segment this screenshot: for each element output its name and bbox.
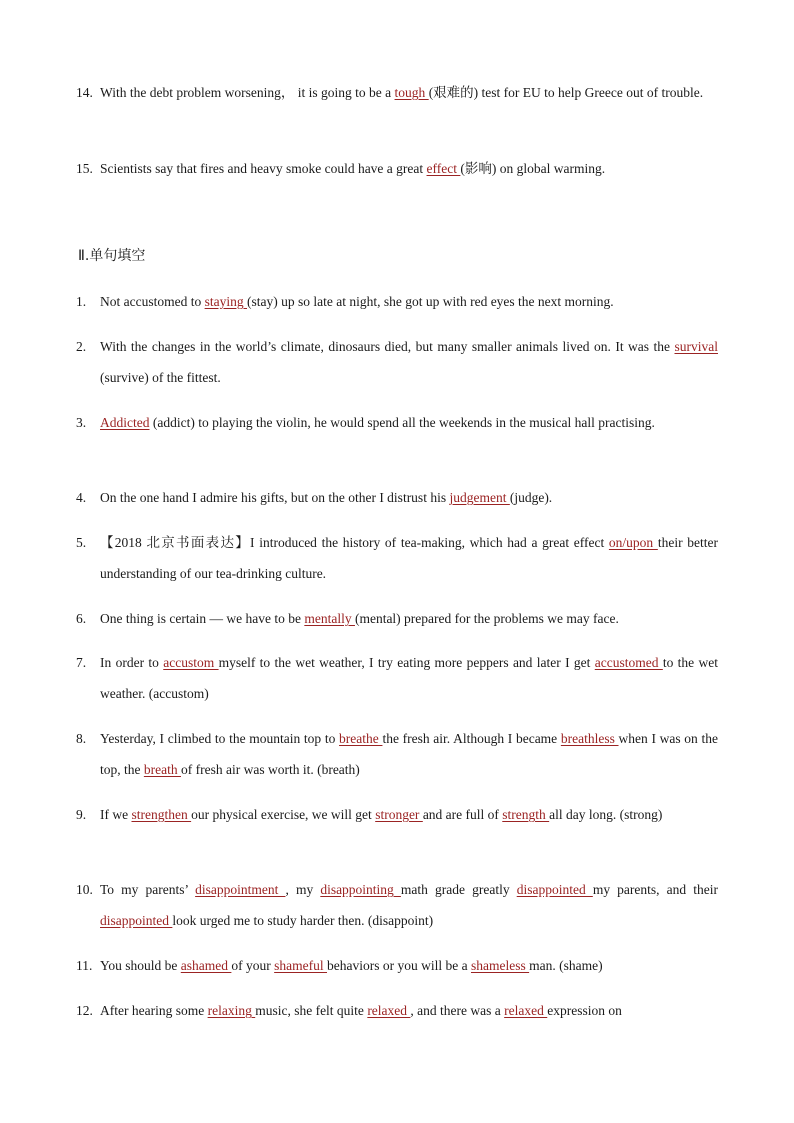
answer-text: disappointment <box>195 882 286 897</box>
sentence-text: math grade greatly <box>400 882 517 897</box>
question-text <box>100 799 718 830</box>
answer-text: on/upon <box>608 535 658 550</box>
answer-text: survival <box>674 339 718 354</box>
sentence-text: (艰难的) test for EU to help Greece out of trouble. <box>428 85 704 100</box>
sentence-text: all day long. (strong) <box>549 807 663 822</box>
question-9 <box>76 799 718 830</box>
sentence-text: my parents, and their <box>592 882 718 897</box>
sentence-text: (addict) to playing the violin, he would spend all the weekends in the musical hall practising. <box>149 415 655 430</box>
sentence-text: If we <box>100 807 132 822</box>
question-text <box>100 723 718 785</box>
answer-text: breath <box>143 762 181 777</box>
answer-text: shameless <box>470 958 530 973</box>
question-2 <box>76 331 718 393</box>
question-15 <box>76 153 718 184</box>
answer-text: mentally <box>304 611 355 626</box>
answer-text: tough <box>394 85 429 100</box>
sentence-text: , my <box>285 882 321 897</box>
sentence-text: Not accustomed to <box>100 294 205 309</box>
sentence-text: their better understanding of our tea-drinking culture. <box>100 535 718 581</box>
question-text <box>100 874 718 936</box>
answer-text: accustom <box>163 655 219 670</box>
sentence-text: and are full of <box>422 807 503 822</box>
sentence-text: our physical exercise, we will get <box>191 807 376 822</box>
sentence-text: (影响) on global warming. <box>460 161 606 176</box>
answer-text: effect <box>426 161 461 176</box>
question-7 <box>76 647 718 709</box>
sentence-text: of your <box>231 958 275 973</box>
question-number: 15. <box>76 161 93 176</box>
question-14 <box>76 77 718 108</box>
question-number: 9. <box>76 807 87 822</box>
sentence-text: myself to the wet weather, I try eating more peppers and later I get <box>218 655 595 670</box>
sentence-text: behaviors or you will be a <box>327 958 471 973</box>
question-text <box>100 407 718 438</box>
sentence-text: Scientists say that fires and heavy smoke could have a great <box>100 161 427 176</box>
sentence-text: to the wet weather. (accustom) <box>100 655 718 701</box>
question-number: 4. <box>76 490 87 505</box>
sentence-text: With the debt problem worsening， it is going to be a <box>100 85 395 100</box>
sentence-text: 【2018 北京书面表达】I introduced the history of tea-making, which had a great effect <box>100 535 609 550</box>
question-number: 11. <box>76 958 93 973</box>
answer-text: stronger <box>375 807 423 822</box>
question-number: 12. <box>76 1003 93 1018</box>
sentence-text: music, she felt quite <box>255 1003 368 1018</box>
sentence-text: After hearing some <box>100 1003 208 1018</box>
sentence-text: Yesterday, I climbed to the mountain top to <box>100 731 340 746</box>
question-number: 8. <box>76 731 87 746</box>
sentence-text: (mental) prepared for the problems we may face. <box>354 611 619 626</box>
question-text <box>100 647 718 709</box>
question-number: 10. <box>76 882 93 897</box>
question-12 <box>76 995 718 1026</box>
sentence-text: , and there was a <box>410 1003 505 1018</box>
question-number: 3. <box>76 415 87 430</box>
answer-text: accustomed <box>594 655 663 670</box>
answer-text: disappointed <box>100 913 173 928</box>
question-11 <box>76 950 718 981</box>
sentence-text: expression on <box>547 1003 622 1018</box>
sentence-text: On the one hand I admire his gifts, but on the other I distrust his <box>100 490 450 505</box>
sentence-text: You should be <box>100 958 181 973</box>
question-text <box>100 77 718 108</box>
sentence-text: One thing is certain — we have to be <box>100 611 305 626</box>
answer-text: relaxed <box>367 1003 411 1018</box>
answer-text: disappointed <box>516 882 593 897</box>
sentence-text: (judge). <box>509 490 553 505</box>
question-number: 14. <box>76 85 93 100</box>
answer-text: relaxing <box>207 1003 256 1018</box>
question-6 <box>76 603 718 634</box>
question-text <box>100 995 718 1026</box>
question-text <box>100 153 718 184</box>
question-3 <box>76 407 718 438</box>
sentence-text: the fresh air. Although I became <box>382 731 561 746</box>
sentence-text: of fresh air was worth it. (breath) <box>180 762 360 777</box>
answer-text: staying <box>204 294 247 309</box>
question-8 <box>76 723 718 785</box>
answer-text: Addicted <box>100 415 150 430</box>
answer-text: strength <box>502 807 550 822</box>
answer-text: strengthen <box>131 807 192 822</box>
sentence-text: In order to <box>100 655 164 670</box>
answer-text: relaxed <box>504 1003 548 1018</box>
question-text <box>100 950 718 981</box>
answer-text: breathe <box>339 731 383 746</box>
question-text <box>100 331 718 393</box>
sentence-text: With the changes in the world’s climate, dinosaurs died, but many smaller animals lived on. It was the <box>100 339 675 354</box>
sentence-text: when I was on the top, the <box>100 731 718 777</box>
question-number: 1. <box>76 294 87 309</box>
question-5 <box>76 527 718 589</box>
sentence-text: man. (shame) <box>529 958 603 973</box>
answer-text: breathless <box>560 731 619 746</box>
question-number: 7. <box>76 655 87 670</box>
answer-text: ashamed <box>180 958 232 973</box>
question-4 <box>76 482 718 513</box>
sentence-text: look urged me to study harder then. (disappoint) <box>172 913 434 928</box>
question-number: 6. <box>76 611 87 626</box>
answer-text: disappointing <box>320 882 401 897</box>
sentence-text: (survive) of the fittest. <box>100 370 221 385</box>
question-text <box>100 603 718 634</box>
question-text <box>100 286 718 317</box>
answer-text: judgement <box>449 490 510 505</box>
question-1 <box>76 286 718 317</box>
question-text <box>100 527 718 589</box>
answer-text: shameful <box>274 958 328 973</box>
sentence-text: To my parents’ <box>100 882 196 897</box>
question-10 <box>76 874 718 936</box>
section-title: Ⅱ.单句填空 <box>78 248 146 264</box>
sentence-text: (stay) up so late at night, she got up with red eyes the next morning. <box>246 294 614 309</box>
question-number: 5. <box>76 535 87 550</box>
question-text <box>100 482 718 513</box>
question-number: 2. <box>76 339 87 354</box>
